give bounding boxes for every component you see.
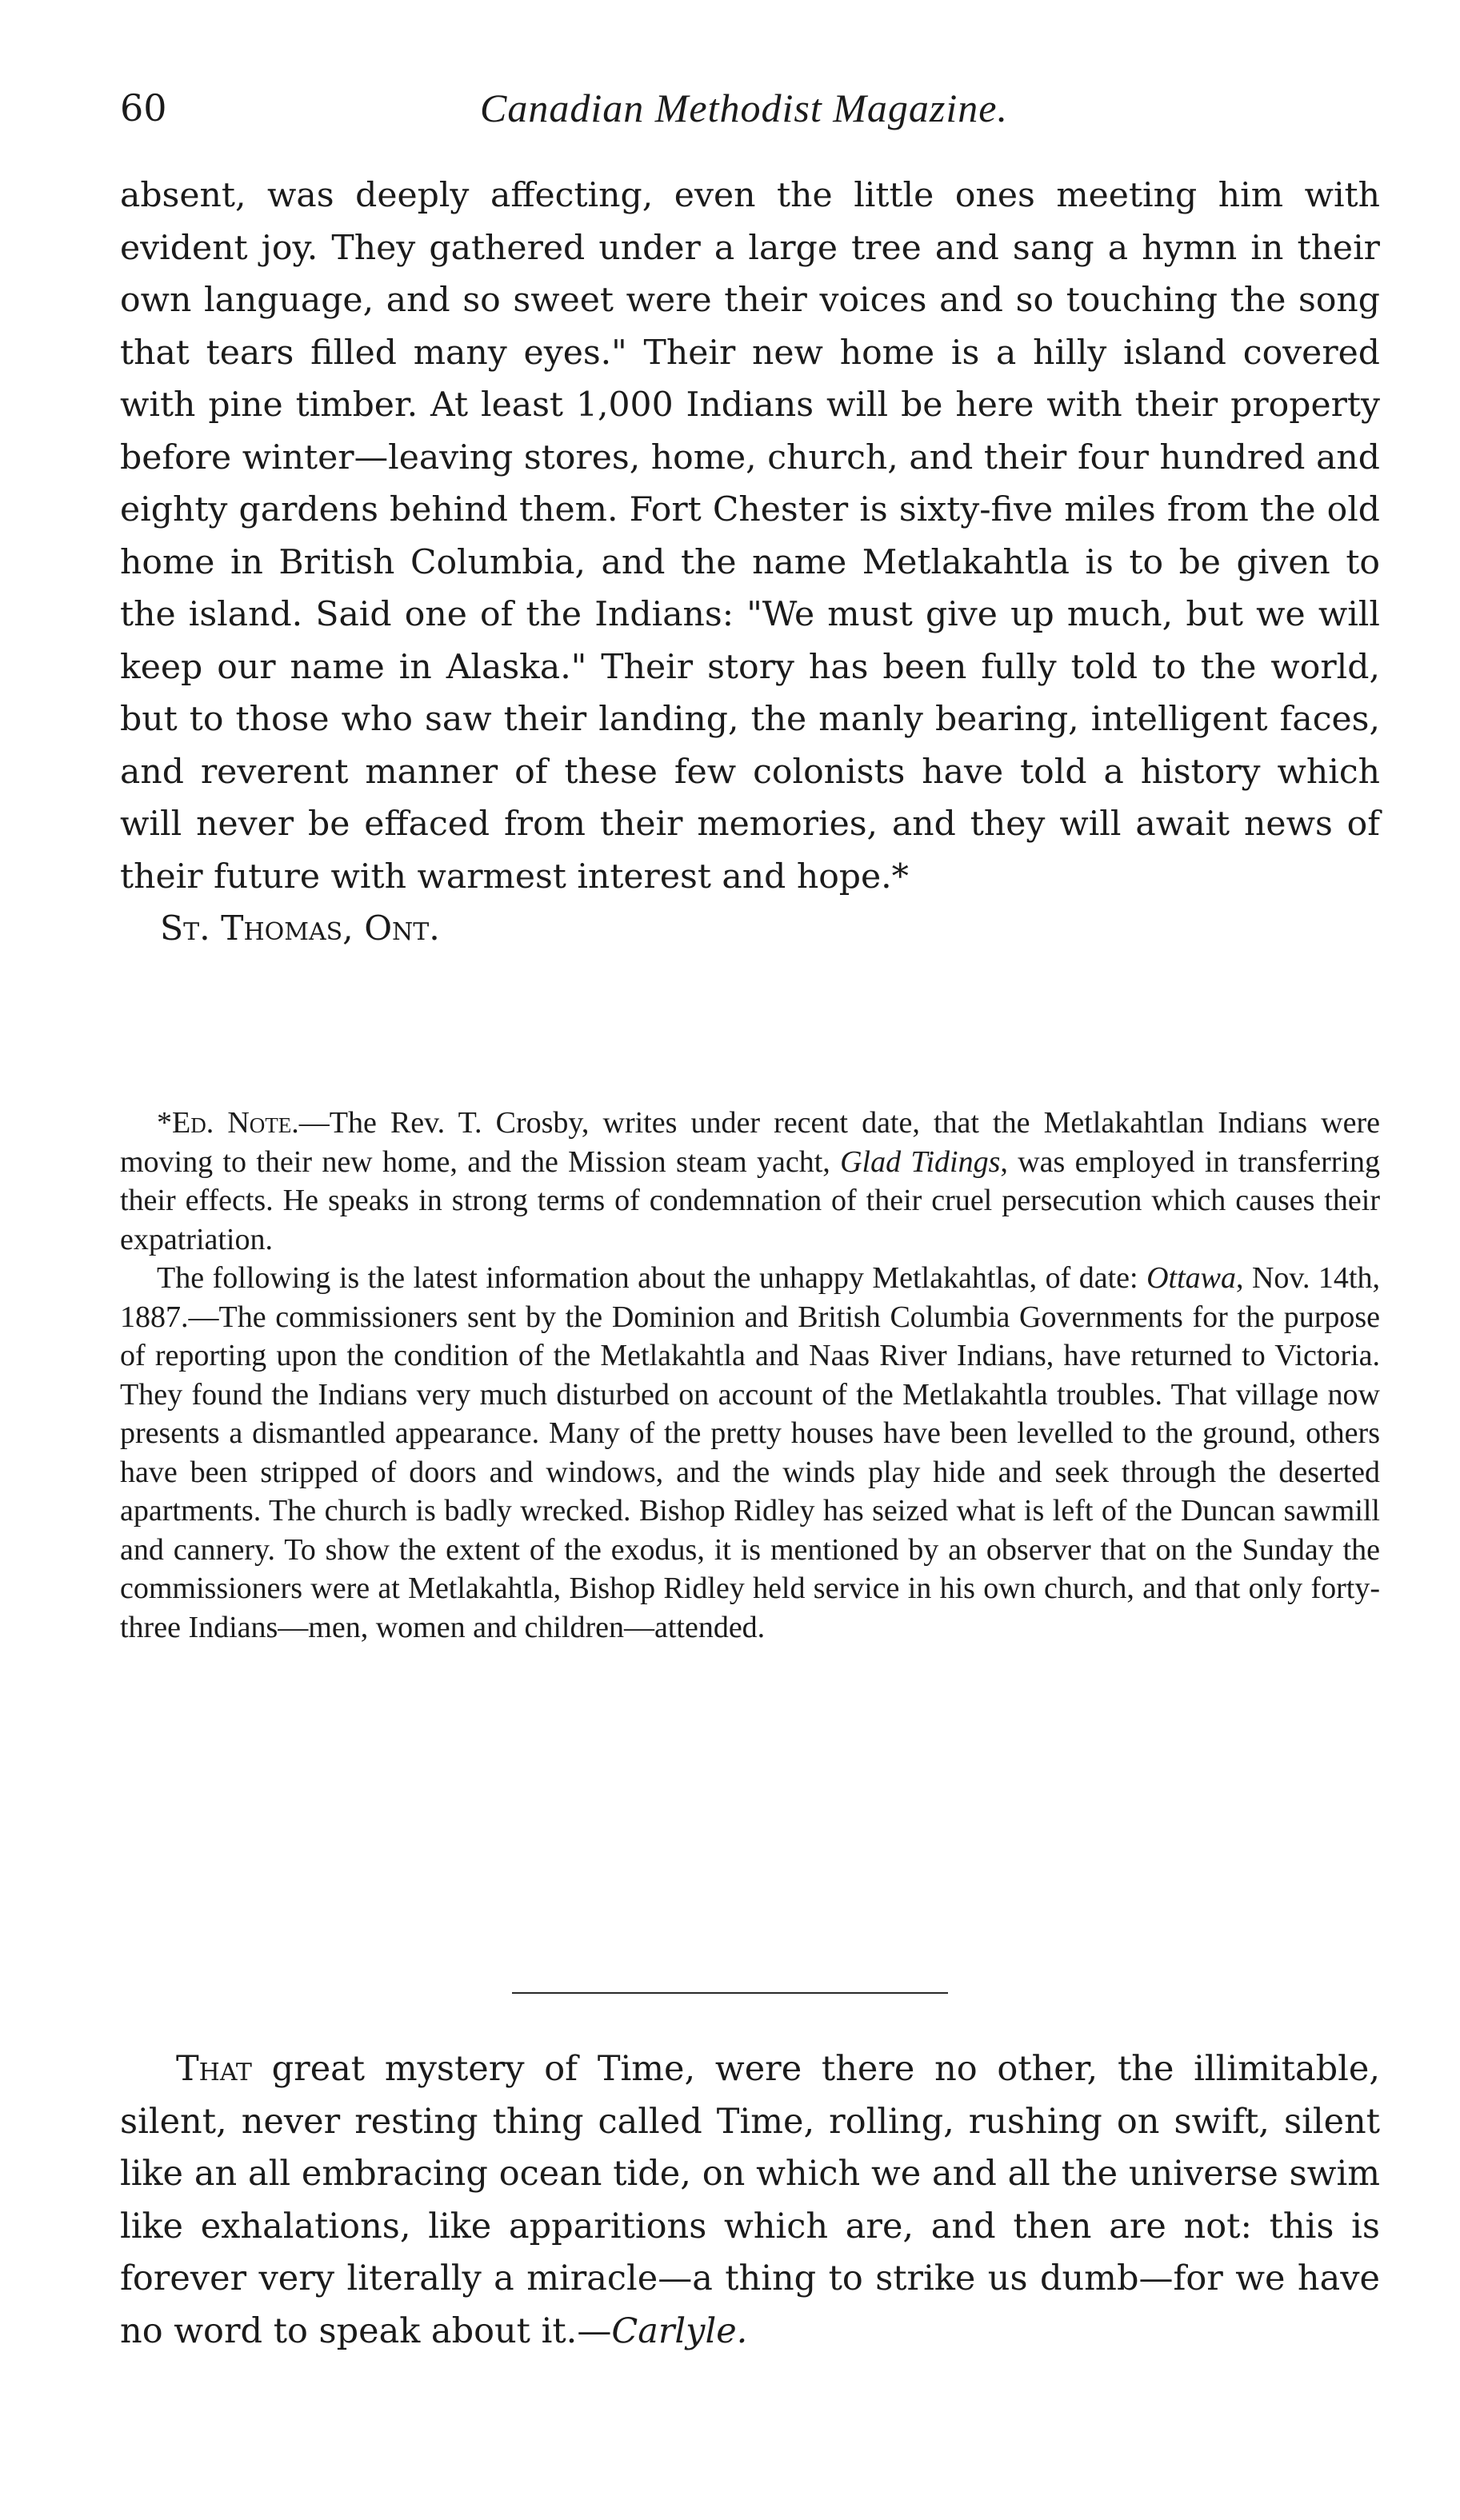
quote-lead: That (176, 2049, 252, 2089)
body-paragraph: absent, was deeply affecting, even the little ones meeting him with evident joy. They gathered under a large tree and sang a hymn in their own language, and so sweet were their voices and so touching the song that tears filled many eyes." Their new home is a hilly island covered with pine timber. At least 1,000 Indians will be here with their property before winter—leaving stores, home, church, and their four hundred and eighty gardens behind them. Fort Chester is sixty-five miles from the old home in British Columbia, and the name Metlakahtla is to be given to the island. Said one of the Indians: "We must give up much, but we will keep our name in Alaska." Their story has been fully told to the world, but to those who saw their landing, the manly bearing, intelligent faces, and reverent manner of these few colonists have told a history which will never be effaced from their memories, and they will await news of their future with warmest interest and hope.* (120, 176, 1380, 897)
vessel-name: Glad Tidings (840, 1144, 1001, 1179)
footnote-text: —The Rev. T. Crosby, writes under recent date, that the Metlakahtlan Indians were moving to their new home, and the Mission steam yacht, (120, 1106, 1380, 1179)
running-title: Canadian Methodist Magazine. (480, 86, 1008, 130)
article-body (120, 170, 1380, 956)
footnote-para2-start: The following is the latest information about the unhappy Metlakahtlas, of date: (157, 1261, 1147, 1295)
footnote-paragraph-2 (120, 1259, 1380, 1647)
quote-text: great mystery of Time, were there no other, the illimitable, silent, never resting thing called Time, rolling, rushing on swift, silent like an all embracing ocean tide, on which we and all the universe swim like exhalations, like apparitions which are, and then are not: this is forever very literally a miracle—a thing to strike us dumb—for we have no word to speak about it.— (120, 2049, 1380, 2351)
quote-paragraph (120, 2043, 1380, 2358)
section-divider (512, 1992, 948, 1994)
footnote-label: *Ed. Note. (157, 1106, 299, 1140)
quote-author: Carlyle. (611, 2310, 748, 2351)
footnote-text-end: , was employed in transferring their effects. He speaks in strong terms of condemnation of their cruel persecution which causes their expatriation. (120, 1144, 1380, 1256)
page-number: 60 (120, 86, 167, 130)
editor-footnote (120, 1104, 1380, 1647)
footnote-paragraph-1 (120, 1104, 1380, 1259)
closing-quote (120, 2043, 1380, 2358)
footnote-para2-rest: , Nov. 14th, 1887.—The commissioners sent by the Dominion and British Columbia Governments for the purpose of reporting upon the condition of the Metlakahtla and Naas River Indians, have returned to Victoria. They found the Indians very much disturbed on account of the Metlakahtla troubles. That village now presents a dismantled appearance. Many of the pretty houses have been levelled to the ground, others have been stripped of doors and windows, and the winds play hide and seek through the deserted apartments. The church is badly wrecked. Bishop Ridley has seized what is left of the Duncan sawmill and cannery. To show the extent of the exodus, it is mentioned by an observer that on the Sunday the commissioners were at Metlakahtla, Bishop Ridley held service in his own church, and that only forty-three Indians—men, women and children—attended. (120, 1261, 1380, 1644)
author-signature: St. Thomas, Ont. (160, 909, 440, 948)
page-header (120, 78, 1368, 142)
dateline-place: Ottawa (1146, 1261, 1236, 1295)
